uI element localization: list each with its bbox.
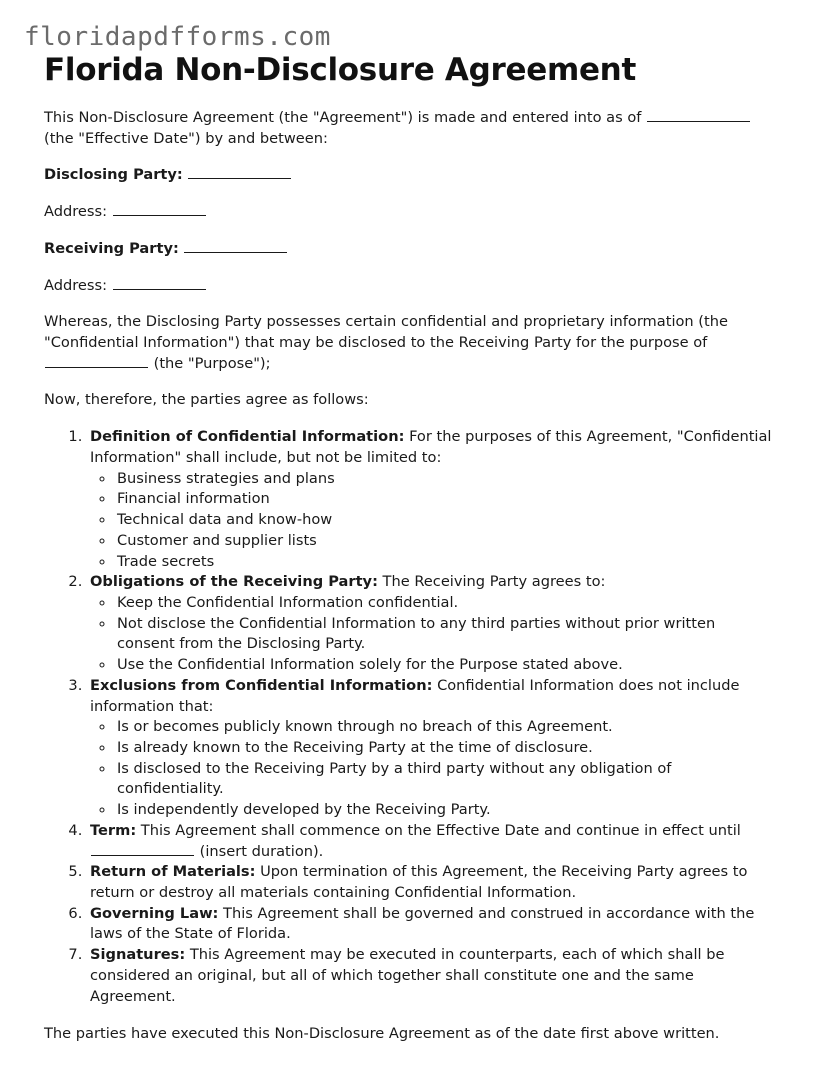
clause-heading: Term: <box>90 821 137 839</box>
clause-text: Confidential Information does not include information that: <box>90 676 740 715</box>
clause-text: The Receiving Party agrees to: <box>382 573 606 591</box>
clause-item <box>87 862 775 903</box>
clause-item <box>87 427 775 572</box>
intro-paragraph <box>44 108 775 149</box>
clause-text-tail: (insert duration). <box>199 842 324 860</box>
closing-paragraph: The parties have executed this Non-Disclosure Agreement as of the date first above written. <box>44 1025 720 1043</box>
clause-text: For the purposes of this Agreement, "Confidential Information" shall include, but not be limited to: <box>90 428 772 466</box>
clause-text: This Agreement may be executed in counterparts, each of which shall be considered an original, but all of which together shall constitute one and the same Agreement. <box>90 946 725 1005</box>
list-item: ◦ Not disclose the Confidential Information to any third parties without prior written consent from the Disclosing Party. <box>115 614 775 655</box>
receiving-address-blank[interactable] <box>113 277 206 290</box>
list-item: ◦ Business strategies and plans <box>115 469 775 490</box>
disclosing-party-field <box>44 165 775 186</box>
receiving-address-field <box>44 276 775 297</box>
now-therefore-paragraph: Now, therefore, the parties agree as follows: <box>44 391 369 409</box>
list-item: ◦ Technical data and know-how <box>115 510 775 531</box>
clause-item <box>87 821 775 862</box>
intro-line-a: This Non-Disclosure Agreement (the "Agreement") is made and entered into as of <box>44 109 642 127</box>
clause-heading: Signatures: <box>90 946 186 964</box>
clause-heading: Governing Law: <box>90 904 219 922</box>
clause-sub-list <box>90 593 775 676</box>
disclosing-address-field <box>44 202 775 223</box>
page-title: Florida Non-Disclosure Agreement <box>44 52 636 89</box>
list-item: ◦ Is already known to the Receiving Party at the time of disclosure. <box>115 738 775 759</box>
document-body <box>44 108 775 1045</box>
clause-text: This Agreement shall commence on the Effective Date and continue in effect until <box>140 821 741 839</box>
list-item: ◦ Trade secrets <box>115 552 775 573</box>
receiving-address-label: Address: <box>44 276 108 294</box>
disclosing-address-label: Address: <box>44 203 108 221</box>
whereas-text-a: Whereas, the Disclosing Party possesses certain confidential and proprietary information (the "Confidential Information") that may be disclosed to the Receiving Party for the purpose of <box>44 313 728 352</box>
clause-text: This Agreement shall be governed and construed in accordance with the laws of the State of Florida. <box>90 904 755 943</box>
clause-heading: Exclusions from Confidential Information: <box>90 676 433 694</box>
receiving-party-field <box>44 239 775 260</box>
clause-item <box>87 904 775 945</box>
term-duration-blank[interactable] <box>91 843 194 856</box>
clause-sub-list <box>90 717 775 821</box>
receiving-party-blank[interactable] <box>184 240 287 253</box>
list-item: ◦ Financial information <box>115 489 775 510</box>
whereas-text-b: (the "Purpose"); <box>153 354 271 372</box>
clause-heading: Return of Materials: <box>90 863 256 881</box>
clause-item <box>87 676 775 821</box>
list-item: ◦ Use the Confidential Information solely for the Purpose stated above. <box>115 655 775 676</box>
clause-item <box>87 572 775 676</box>
clause-text: Upon termination of this Agreement, the Receiving Party agrees to return or destroy all materials containing Confidential Information. <box>90 863 748 902</box>
list-item: ◦ Keep the Confidential Information confidential. <box>115 593 775 614</box>
intro-line-b: (the "Effective Date") by and between: <box>44 129 328 147</box>
disclosing-party-blank[interactable] <box>188 166 291 179</box>
list-item: ◦ Is disclosed to the Receiving Party by a third party without any obligation of confidentiality. <box>115 759 775 800</box>
receiving-party-label: Receiving Party: <box>44 239 179 257</box>
clause-heading: Definition of Confidential Information: <box>90 428 405 446</box>
clause-item <box>87 945 775 1007</box>
effective-date-blank[interactable] <box>647 109 750 122</box>
site-watermark: floridapdfforms.com <box>24 22 331 52</box>
disclosing-party-label: Disclosing Party: <box>44 166 183 184</box>
list-item: ◦ Customer and supplier lists <box>115 531 775 552</box>
whereas-paragraph <box>44 312 775 374</box>
clause-sub-list <box>90 469 775 573</box>
clause-heading: Obligations of the Receiving Party: <box>90 573 378 591</box>
disclosing-address-blank[interactable] <box>113 203 206 216</box>
list-item: ◦ Is independently developed by the Receiving Party. <box>115 800 775 821</box>
purpose-blank[interactable] <box>45 355 148 368</box>
list-item: ◦ Is or becomes publicly known through no breach of this Agreement. <box>115 717 775 738</box>
clause-list <box>44 427 775 1007</box>
